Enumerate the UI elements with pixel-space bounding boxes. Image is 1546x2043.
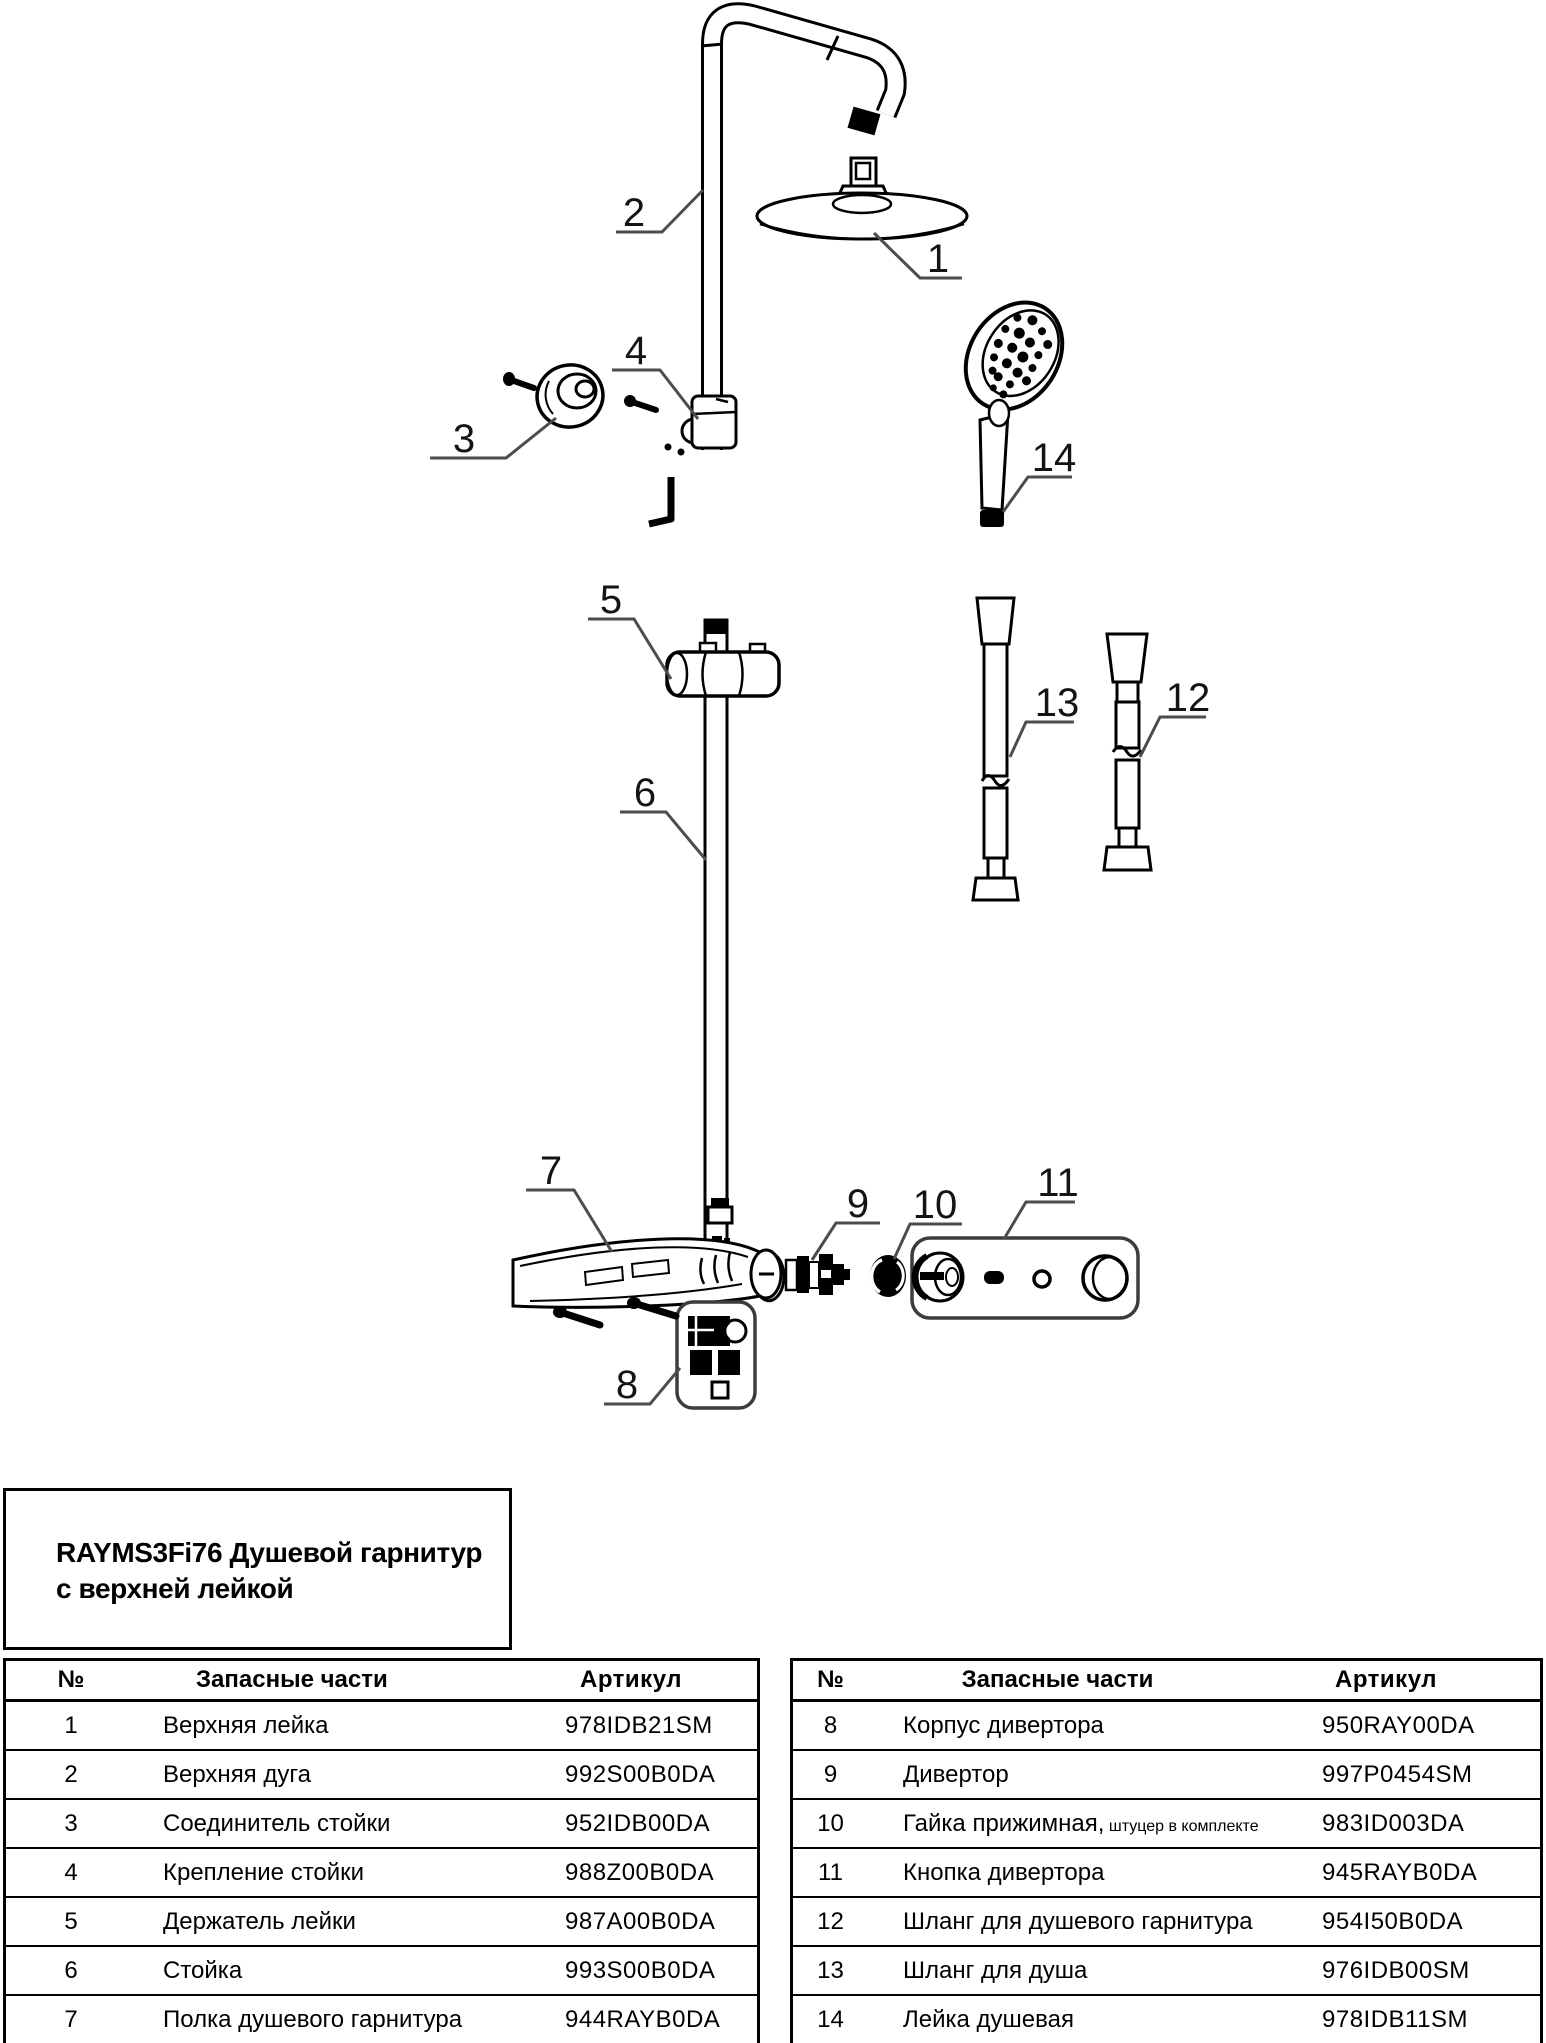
parts-table-right bbox=[790, 1658, 1543, 2043]
hand-shower-drawing bbox=[946, 284, 1082, 527]
product-title-line2: с верхней лейкой bbox=[56, 1573, 294, 1604]
product-title-box bbox=[3, 1488, 512, 1650]
header-num: № bbox=[57, 1666, 85, 1693]
callout-3-leader bbox=[430, 418, 556, 458]
table-row bbox=[6, 1749, 757, 1798]
row-article: 988Z00B0DA bbox=[565, 1858, 715, 1886]
part-label: Кнопка дивертора bbox=[903, 1858, 1105, 1886]
table-row bbox=[6, 1896, 757, 1945]
table-row bbox=[6, 1994, 757, 2043]
callout-1: 1 bbox=[926, 237, 950, 281]
callout-5-leader bbox=[588, 619, 671, 679]
callout-8: 8 bbox=[615, 1363, 639, 1407]
header-article: Артикул bbox=[580, 1666, 682, 1693]
header-parts: Запасные части bbox=[961, 1666, 1154, 1693]
row-num: 11 bbox=[818, 1858, 843, 1886]
row-article: 992S00B0DA bbox=[565, 1760, 716, 1788]
row-num: 7 bbox=[64, 2005, 78, 2033]
row-part bbox=[868, 1810, 1317, 1838]
flange-screw bbox=[503, 372, 534, 388]
row-part: Соединитель стойки bbox=[163, 1809, 391, 1837]
callout-2: 2 bbox=[622, 191, 646, 235]
callout-4: 4 bbox=[624, 329, 648, 373]
table-row bbox=[793, 1798, 1540, 1847]
table-row bbox=[6, 1847, 757, 1896]
row-num: 14 bbox=[817, 2005, 844, 2033]
row-num: 5 bbox=[64, 1907, 78, 1935]
row-num: 1 bbox=[64, 1711, 78, 1739]
row-article: 987A00B0DA bbox=[565, 1907, 716, 1935]
table-header bbox=[6, 1661, 757, 1700]
wall-connector-drawing bbox=[531, 359, 608, 433]
row-part: Крепление стойки bbox=[163, 1858, 365, 1886]
row-part bbox=[868, 1957, 1317, 1985]
callout-10: 10 bbox=[912, 1183, 958, 1227]
top-shower-head-drawing bbox=[757, 158, 967, 239]
row-num: 2 bbox=[64, 1760, 78, 1788]
part-label: Гайка прижимная, bbox=[903, 1809, 1105, 1837]
part-label: Шланг для душевого гарнитура bbox=[903, 1907, 1253, 1935]
callout-11: 11 bbox=[1037, 1161, 1079, 1205]
part-label: Дивертор bbox=[903, 1760, 1009, 1788]
product-title-line1: RAYMS3Fi76 Душевой гарнитур bbox=[56, 1537, 483, 1568]
header-num: № bbox=[817, 1666, 844, 1693]
row-article: 950RAY00DA bbox=[1322, 1711, 1475, 1739]
row-article: 978IDB21SM bbox=[565, 1711, 713, 1739]
table-row bbox=[6, 1700, 757, 1749]
part-label: Лейка душевая bbox=[903, 2005, 1074, 2033]
row-num: 4 bbox=[64, 1858, 78, 1886]
callout-6-leader bbox=[620, 812, 706, 860]
row-part bbox=[868, 1859, 1317, 1887]
table-row bbox=[6, 1945, 757, 1994]
callout-11-leader bbox=[1004, 1202, 1075, 1239]
row-num: 6 bbox=[64, 1956, 78, 1984]
row-part: Верхняя лейка bbox=[163, 1711, 329, 1739]
row-part: Держатель лейки bbox=[163, 1907, 356, 1935]
row-num: 3 bbox=[64, 1809, 78, 1837]
diverter-stem-drawing bbox=[786, 1254, 850, 1295]
callout-12-leader bbox=[1140, 717, 1206, 757]
rail-bracket-drawing bbox=[624, 395, 736, 524]
callout-14-leader bbox=[1003, 477, 1072, 512]
row-num: 9 bbox=[823, 1760, 838, 1788]
callout-9: 9 bbox=[846, 1182, 870, 1226]
diverter-body-box-drawing bbox=[677, 1302, 755, 1408]
row-part: Стойка bbox=[163, 1956, 243, 1984]
row-num: 8 bbox=[823, 1711, 838, 1739]
callout-7: 7 bbox=[539, 1149, 563, 1193]
table-row bbox=[793, 1700, 1540, 1749]
table-row bbox=[793, 1994, 1540, 2043]
callout-6: 6 bbox=[633, 771, 657, 815]
row-num: 12 bbox=[817, 1907, 844, 1935]
row-part bbox=[868, 2006, 1317, 2034]
callout-leaders bbox=[430, 190, 1206, 1404]
row-article: 945RAYB0DA bbox=[1322, 1858, 1478, 1886]
row-part bbox=[868, 1761, 1317, 1789]
handset-holder-drawing bbox=[667, 643, 779, 696]
row-article: 954I50B0DA bbox=[1322, 1907, 1464, 1935]
row-article: 997P0454SM bbox=[1322, 1760, 1473, 1788]
row-part bbox=[868, 1712, 1317, 1740]
callout-5: 5 bbox=[599, 578, 623, 622]
row-num: 10 bbox=[817, 1809, 844, 1837]
row-article: 952IDB00DA bbox=[565, 1809, 711, 1837]
table-row bbox=[793, 1945, 1540, 1994]
header-article: Артикул bbox=[1335, 1666, 1437, 1693]
header-parts: Запасные части bbox=[196, 1666, 388, 1693]
callout-3: 3 bbox=[452, 417, 476, 461]
callout-12: 12 bbox=[1165, 676, 1211, 720]
table-row bbox=[793, 1896, 1540, 1945]
callout-7-leader bbox=[526, 1190, 612, 1252]
callout-13-leader bbox=[1010, 722, 1074, 757]
row-part bbox=[868, 1908, 1317, 1936]
row-article: 993S00B0DA bbox=[565, 1956, 716, 1984]
callout-13: 13 bbox=[1034, 681, 1080, 725]
row-part: Верхняя дуга bbox=[163, 1760, 311, 1788]
part-label: Корпус дивертора bbox=[903, 1711, 1104, 1739]
part-note: штуцер в комплекте bbox=[1104, 1817, 1259, 1835]
shower-hose-13-drawing bbox=[973, 598, 1018, 900]
row-article: 944RAYB0DA bbox=[565, 2005, 721, 2033]
row-num: 13 bbox=[817, 1956, 844, 1984]
table-row bbox=[793, 1847, 1540, 1896]
table-header bbox=[793, 1661, 1540, 1700]
callout-14: 14 bbox=[1031, 436, 1077, 480]
row-article: 983ID003DA bbox=[1322, 1809, 1465, 1837]
parts-table-left bbox=[3, 1658, 760, 2043]
shelf-drawing bbox=[513, 1239, 784, 1307]
diverter-button-box-drawing bbox=[912, 1238, 1138, 1318]
table-row bbox=[793, 1749, 1540, 1798]
part-label: Шланг для душа bbox=[903, 1956, 1088, 1984]
table-row bbox=[6, 1798, 757, 1847]
row-part: Полка душевого гарнитура bbox=[163, 2005, 463, 2033]
row-article: 976IDB00SM bbox=[1322, 1956, 1470, 1984]
clamping-nut-drawing bbox=[870, 1255, 906, 1297]
row-article: 978IDB11SM bbox=[1322, 2005, 1468, 2033]
